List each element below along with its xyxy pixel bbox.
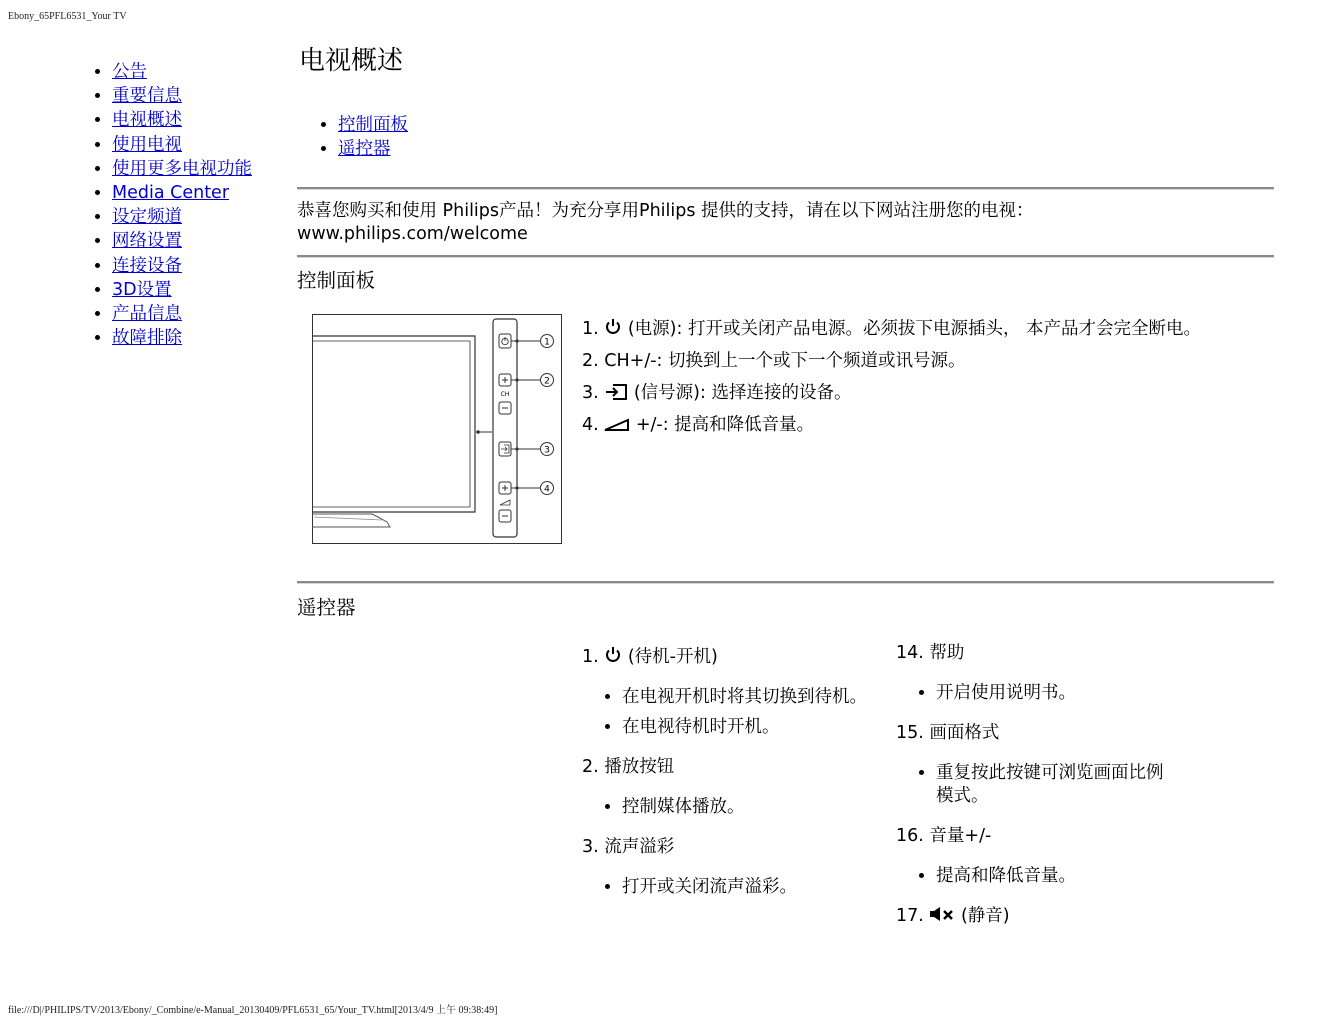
key-description: • 开启使用说明书。 <box>936 682 1186 705</box>
sidebar-link-product-info[interactable]: 产品信息 <box>112 304 182 325</box>
print-header: Ebony_65PFL6531_Your TV <box>8 11 127 22</box>
control-item-channel <box>582 350 1232 373</box>
control-item-power <box>582 318 1232 341</box>
item-number: 2. <box>582 351 599 371</box>
divider <box>297 255 1274 258</box>
callout-number-3: 3 <box>544 445 550 456</box>
item-number: 4. <box>582 415 599 435</box>
power-icon <box>604 318 622 336</box>
key-description-list <box>896 865 1186 888</box>
control-item-volume <box>582 414 1232 437</box>
sidebar-item-important <box>112 84 252 108</box>
key-description: • 在电视开机时将其切换到待机。 <box>622 686 872 709</box>
key-description-list <box>896 762 1166 808</box>
remote-key-mute <box>896 905 1186 928</box>
sidebar-link-more-features[interactable]: 使用更多电视功能 <box>112 158 252 179</box>
sidebar-item-troubleshoot <box>112 326 252 350</box>
item-number: 1. <box>582 319 599 339</box>
callout-number-1: 1 <box>544 337 550 348</box>
remote-key-play <box>582 756 872 779</box>
sidebar-link-connect[interactable]: 连接设备 <box>112 255 182 276</box>
pointer-dot <box>476 430 480 434</box>
print-footer: file:///D|/PHILIPS/TV/2013/Ebony/_Combine/e-Manual_20130409/PFL6531_65/Your_TV.html[2013/4/9 上午 09:38:49] <box>8 1005 498 1016</box>
control-panel-diagram <box>312 314 562 544</box>
sidebar-link-network[interactable]: 网络设置 <box>112 231 182 252</box>
sidebar-item-overview <box>112 108 252 132</box>
item-text: CH+/-: 切换到上一个或下一个频道或讯号源。 <box>604 351 966 371</box>
sidebar-link-notice[interactable]: 公告 <box>112 62 147 82</box>
key-number: 14. <box>896 643 924 663</box>
key-description-list <box>582 796 872 819</box>
remote-key-volume <box>896 825 1186 848</box>
remote-keys-column-1 <box>582 646 872 916</box>
page-title: 电视概述 <box>299 46 404 76</box>
key-description-list <box>896 682 1186 705</box>
toc-link-control-panel[interactable]: 控制面板 <box>338 115 408 135</box>
sidebar-link-3d[interactable]: 3D设置 <box>112 279 172 300</box>
item-text: (电源): 打开或关闭产品电源。必须拔下电源插头， 本产品才会完全断电。 <box>622 319 1202 339</box>
sidebar-item-product-info <box>112 302 252 326</box>
sidebar-item-network <box>112 229 252 253</box>
section-heading-remote: 遥控器 <box>297 596 356 619</box>
toc-list <box>316 113 408 161</box>
control-item-source <box>582 382 1232 405</box>
key-label: 流声溢彩 <box>604 837 675 857</box>
key-label: 画面格式 <box>929 723 1000 743</box>
callout-number-4: 4 <box>544 484 550 495</box>
intro-text <box>297 200 1257 246</box>
key-label: (静音) <box>955 906 1010 926</box>
key-number: 16. <box>896 826 924 846</box>
key-number: 15. <box>896 723 924 743</box>
diagram-frame <box>313 315 562 544</box>
key-label: 帮助 <box>929 643 965 663</box>
sidebar-link-use-tv[interactable]: 使用电视 <box>112 134 182 155</box>
sidebar-nav <box>90 60 252 350</box>
key-description: • 重复按此按键可浏览画面比例模式。 <box>936 762 1166 808</box>
intro-line: 恭喜您购买和使用 Philips产品！为充分享用Philips 提供的支持，请在以下网站注册您的电视： <box>297 201 1034 221</box>
key-description: • 打开或关闭流声溢彩。 <box>622 876 872 899</box>
key-description: • 提高和降低音量。 <box>936 865 1186 888</box>
sidebar-link-media-center[interactable]: Media Center <box>112 183 230 204</box>
sidebar-item-connect <box>112 254 252 278</box>
sidebar-item-use-tv <box>112 133 252 157</box>
remote-key-help <box>896 642 1186 665</box>
key-description: • 在电视待机时开机。 <box>622 716 872 739</box>
sidebar-link-overview[interactable]: 电视概述 <box>112 110 182 131</box>
sidebar-link-important[interactable]: 重要信息 <box>112 86 182 107</box>
key-description-list <box>582 686 872 739</box>
remote-key-standby <box>582 646 872 669</box>
item-text: (信号源): 选择连接的设备。 <box>628 383 852 403</box>
toc-link-remote[interactable]: 遥控器 <box>338 139 391 159</box>
key-number: 17. <box>896 906 924 926</box>
toc-item-remote <box>338 137 408 161</box>
section-heading-control-panel: 控制面板 <box>297 269 376 292</box>
volume-icon <box>604 418 630 432</box>
key-label: 播放按钮 <box>604 757 675 777</box>
item-text: +/-: 提高和降低音量。 <box>630 415 815 435</box>
sidebar-item-media-center <box>112 181 252 205</box>
toc-item-control-panel <box>338 113 408 137</box>
source-icon <box>604 384 628 400</box>
key-description: • 控制媒体播放。 <box>622 796 872 819</box>
sidebar-item-channels <box>112 205 252 229</box>
remote-key-ambilight <box>582 836 872 859</box>
power-icon <box>604 646 622 664</box>
remote-key-picture-format <box>896 722 1186 745</box>
divider <box>297 187 1274 190</box>
key-label: 音量+/- <box>929 826 992 846</box>
side-panel <box>493 319 517 537</box>
sidebar-item-more-features <box>112 157 252 181</box>
key-description-list <box>582 876 872 899</box>
control-panel-items <box>582 318 1232 446</box>
sidebar-link-channels[interactable]: 设定频道 <box>112 207 182 228</box>
item-number: 3. <box>582 383 599 403</box>
key-label: (待机-开机) <box>622 647 718 667</box>
key-number: 1. <box>582 647 599 667</box>
sidebar-item-3d <box>112 278 252 302</box>
divider <box>297 581 1274 584</box>
sidebar-item-notice <box>112 60 252 84</box>
key-number: 3. <box>582 837 599 857</box>
mute-icon <box>929 905 955 923</box>
remote-keys-column-2 <box>896 642 1186 928</box>
key-number: 2. <box>582 757 599 777</box>
callout-number-2: 2 <box>544 376 550 387</box>
ch-label: CH <box>500 391 510 398</box>
sidebar-link-troubleshoot[interactable]: 故障排除 <box>112 328 182 349</box>
intro-url: www.philips.com/welcome <box>297 224 528 244</box>
